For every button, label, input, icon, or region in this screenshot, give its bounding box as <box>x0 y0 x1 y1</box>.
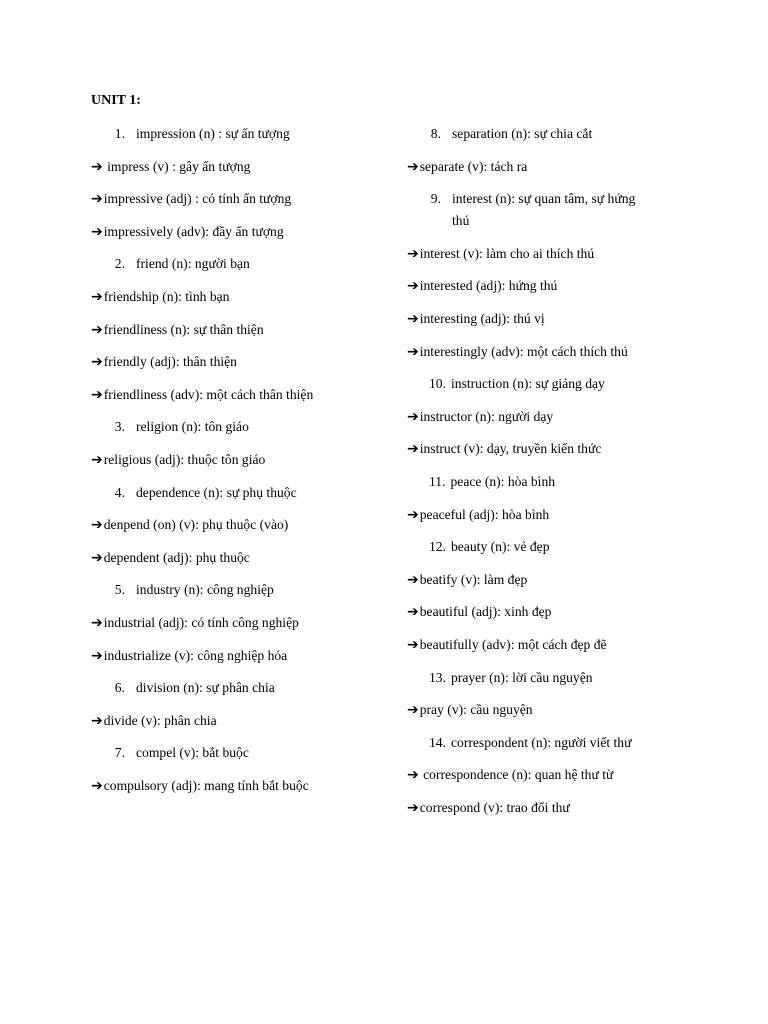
derived-word-item <box>91 648 287 664</box>
arrow-icon: ➔ <box>91 517 103 534</box>
derived-word-item <box>407 441 601 457</box>
entry-number: 1. <box>114 126 125 141</box>
derived-word-item <box>91 615 299 631</box>
arrow-icon: ➔ <box>91 712 103 729</box>
derived-word-item <box>91 289 229 305</box>
derived-word-text: impressive (adj) : có tính ấn tượng <box>103 191 292 207</box>
arrow-icon: ➔ <box>407 343 419 360</box>
derived-word-text: instruct (v): dạy, truyền kiến thức <box>419 441 602 457</box>
derived-word-text: interest (v): làm cho ai thích thú <box>419 245 595 261</box>
arrow-icon: ➔ <box>91 386 103 403</box>
entry-text: separation (n): sự chia cắt <box>452 126 593 141</box>
derived-word-text: instructor (n): người dạy <box>419 408 554 424</box>
arrow-icon: ➔ <box>91 549 103 566</box>
vocab-entry <box>429 191 635 207</box>
derived-word-item <box>407 344 628 360</box>
derived-word-item <box>407 159 527 175</box>
derived-word-text: peaceful (adj): hòa bình <box>419 506 550 522</box>
entry-text: religion (n): tôn giáo <box>136 419 249 435</box>
derived-word-text: friendly (adj): thân thiện <box>103 354 237 370</box>
derived-word-item <box>91 778 309 794</box>
derived-word-item <box>407 604 551 620</box>
arrow-icon: ➔ <box>407 767 419 784</box>
derived-word-text: compulsory (adj): mang tính bắt buộc <box>103 778 309 793</box>
entry-number: 11. <box>429 474 446 489</box>
entry-text: friend (n): người bạn <box>136 256 250 272</box>
entry-text: interest (n): sự quan tâm, sự hứng <box>452 191 636 207</box>
arrow-icon: ➔ <box>91 321 103 338</box>
vocab-entry <box>113 745 249 761</box>
derived-word-item <box>91 159 250 175</box>
arrow-icon: ➔ <box>407 245 419 262</box>
derived-word-item <box>91 517 288 533</box>
entry-text: division (n): sự phân chia <box>136 680 275 696</box>
arrow-icon: ➔ <box>407 441 419 458</box>
vocab-entry <box>113 582 274 598</box>
derived-word-text: beatify (v): làm đẹp <box>419 571 528 587</box>
arrow-icon: ➔ <box>91 452 103 468</box>
derived-word-text: interested (adj): hứng thú <box>419 278 558 294</box>
derived-word-item <box>407 767 613 783</box>
derived-word-text: correspond (v): trao đổi thư <box>419 800 570 815</box>
derived-word-item <box>407 637 607 653</box>
arrow-icon: ➔ <box>407 408 419 425</box>
derived-word-text: divide (v): phân chia <box>103 712 217 728</box>
derived-word-text: industrialize (v): công nghiệp hóa <box>103 647 288 663</box>
entry-text: dependence (n): sự phụ thuộc <box>136 484 297 500</box>
derived-word-item <box>407 507 549 523</box>
vocab-entry <box>113 680 275 696</box>
arrow-icon: ➔ <box>407 506 419 523</box>
derived-word-item <box>91 713 217 729</box>
derived-word-text: religious (adj): thuộc tôn giáo <box>103 452 266 467</box>
arrow-icon: ➔ <box>91 158 103 175</box>
derived-word-item <box>407 278 557 294</box>
derived-word-item <box>91 550 250 566</box>
derived-word-text: beautiful (adj): xinh đẹp <box>419 604 552 620</box>
entry-number: 10. <box>429 376 446 392</box>
entry-text: correspondent (n): người viết thư <box>451 734 632 750</box>
arrow-icon: ➔ <box>407 278 419 295</box>
entry-text: impression (n) : sự ấn tượng <box>136 126 290 141</box>
derived-word-item <box>407 800 570 816</box>
derived-word-text: correspondence (n): quan hệ thư từ <box>419 767 614 783</box>
derived-word-text: friendship (n): tình bạn <box>103 289 230 304</box>
arrow-icon: ➔ <box>407 604 419 621</box>
vocab-entry <box>113 256 250 272</box>
entry-text: peace (n): hòa bình <box>450 474 556 489</box>
unit-heading: UNIT 1: <box>91 93 141 108</box>
derived-word-item <box>407 246 594 262</box>
arrow-icon: ➔ <box>91 191 103 208</box>
arrow-icon: ➔ <box>91 647 103 664</box>
derived-word-item <box>91 191 291 207</box>
derived-word-text: pray (v): cầu nguyện <box>419 702 533 718</box>
vocab-entry <box>429 474 555 490</box>
derived-word-text: interestingly (adv): một cách thích thú <box>419 343 628 359</box>
derived-word-item <box>91 224 284 240</box>
vocab-entry <box>429 670 593 686</box>
derived-word-item <box>407 572 527 588</box>
arrow-icon: ➔ <box>407 637 419 653</box>
derived-word-item <box>91 387 313 403</box>
entry-text: prayer (n): lời cầu nguyện <box>451 669 593 685</box>
entry-number: 6. <box>114 680 125 696</box>
derived-word-text: friendliness (n): sự thân thiện <box>103 321 264 337</box>
derived-word-item <box>407 702 533 718</box>
derived-word-text: beautifully (adv): một cách đẹp đẽ <box>419 637 607 652</box>
derived-word-text: interesting (adj): thú vị <box>419 311 545 326</box>
vocab-entry <box>429 376 605 392</box>
arrow-icon: ➔ <box>407 702 419 719</box>
derived-word-text: denpend (on) (v): phụ thuộc (vào) <box>103 517 289 533</box>
arrow-icon: ➔ <box>407 800 419 816</box>
arrow-icon: ➔ <box>407 158 419 175</box>
entry-text-continued: thú <box>452 213 470 229</box>
derived-word-text: impressively (adv): đầy ấn tượng <box>103 223 284 239</box>
entry-number: 2. <box>114 256 125 272</box>
arrow-icon: ➔ <box>91 778 103 794</box>
derived-word-item <box>407 409 553 425</box>
arrow-icon: ➔ <box>91 223 103 240</box>
entry-number: 9. <box>430 191 441 207</box>
vocab-entry <box>429 539 550 555</box>
entry-text: beauty (n): vẻ đẹp <box>451 539 550 555</box>
derived-word-text: impress (v) : gây ấn tượng <box>103 158 251 174</box>
derived-word-item <box>91 322 264 338</box>
arrow-icon: ➔ <box>91 354 103 371</box>
entry-number: 5. <box>114 582 125 598</box>
derived-word-text: separate (v): tách ra <box>419 158 528 174</box>
entry-text: compel (v): bắt buộc <box>136 745 249 761</box>
entry-number: 13. <box>429 669 446 685</box>
vocab-entry <box>429 126 592 142</box>
entry-number: 8. <box>430 126 441 141</box>
entry-number: 3. <box>114 419 125 435</box>
entry-number: 12. <box>429 539 446 555</box>
arrow-icon: ➔ <box>407 571 419 588</box>
vocab-entry <box>113 419 249 435</box>
vocab-entry <box>113 126 290 142</box>
arrow-icon: ➔ <box>91 615 103 631</box>
entry-text: instruction (n): sự giảng dạy <box>451 376 605 392</box>
derived-word-item <box>91 452 265 468</box>
derived-word-text: friendliness (adv): một cách thân thiện <box>103 386 314 402</box>
derived-word-text: dependent (adj): phụ thuộc <box>103 549 250 565</box>
vocab-entry <box>429 735 631 751</box>
derived-word-item <box>407 311 545 327</box>
entry-number: 14. <box>429 734 446 750</box>
entry-number: 4. <box>114 484 125 500</box>
vocab-entry <box>113 485 297 501</box>
derived-word-item <box>91 354 237 370</box>
derived-word-text: industrial (adj): có tính công nghiệp <box>103 615 299 630</box>
entry-text: industry (n): công nghiệp <box>136 582 274 598</box>
arrow-icon: ➔ <box>407 311 419 327</box>
entry-number: 7. <box>114 745 125 761</box>
arrow-icon: ➔ <box>91 289 103 305</box>
